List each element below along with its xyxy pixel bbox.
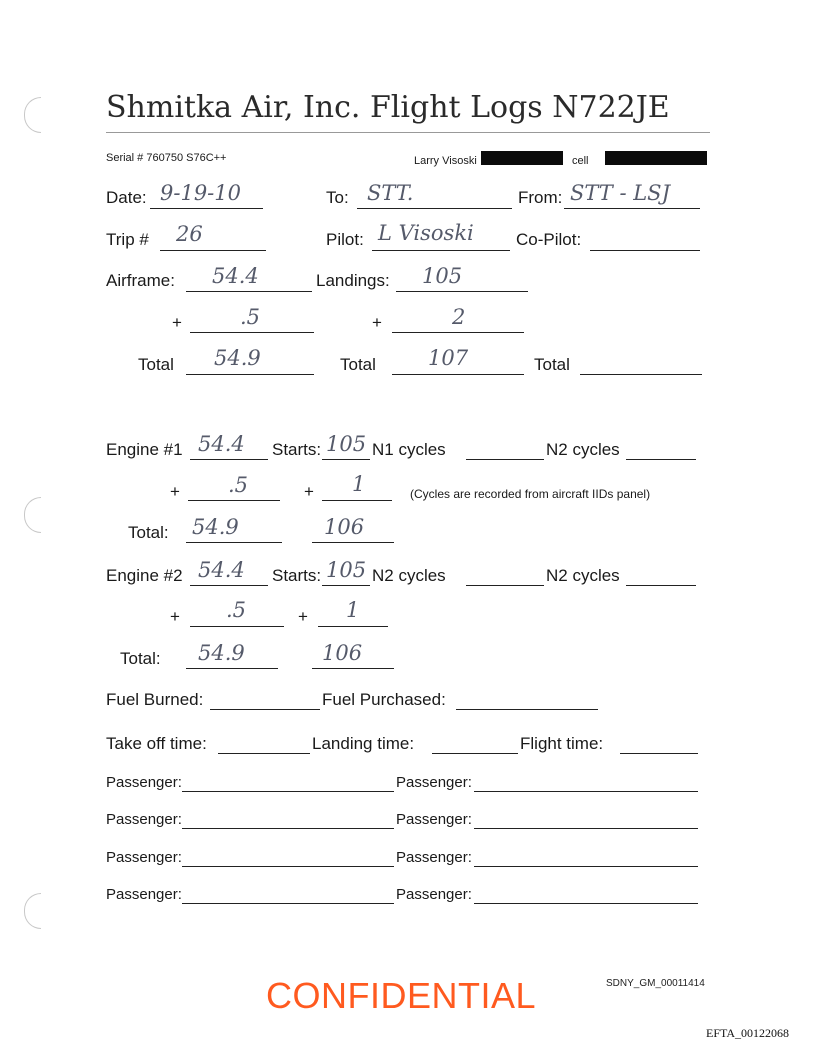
engine1-n2-line <box>626 459 696 460</box>
passenger-line <box>474 903 698 904</box>
landings-line <box>396 291 528 292</box>
serial-number: Serial # 760750 S76C++ <box>106 152 227 164</box>
engine2-line <box>190 585 268 586</box>
form-title: Shmitka Air, Inc. Flight Logs N722JE <box>106 90 670 125</box>
engine2-label: Engine #2 <box>106 566 183 585</box>
title-underline <box>106 132 710 133</box>
passenger-line <box>182 828 394 829</box>
engine1-add-line <box>188 500 280 501</box>
engine1-n1-line <box>466 459 544 460</box>
efta-number: EFTA_00122068 <box>706 1026 790 1040</box>
passenger-line <box>474 791 698 792</box>
plus-sign: + <box>298 607 308 626</box>
pilot-line <box>372 250 510 251</box>
plus-sign: + <box>172 313 182 332</box>
engine2-starts-add-line <box>318 626 388 627</box>
passenger-label: Passenger: <box>106 849 182 866</box>
passenger-line <box>474 828 698 829</box>
passenger-label: Passenger: <box>396 886 472 903</box>
engine1-starts-total-line <box>312 542 394 543</box>
from-label: From: <box>518 188 563 207</box>
from-line <box>564 208 700 209</box>
airframe-total-value: 54.9 <box>214 346 261 370</box>
engine1-value: 54.4 <box>198 432 245 456</box>
engine1-total-value: 54.9 <box>192 515 239 539</box>
landings-total-line <box>392 374 524 375</box>
airframe-label: Airframe: <box>106 271 175 290</box>
total-label: Total <box>534 355 570 374</box>
fuel-purchased-line <box>456 709 598 710</box>
from-value: STT - LSJ <box>570 181 670 205</box>
landings-value: 105 <box>422 264 463 288</box>
engine1-starts-add-line <box>322 500 392 501</box>
engine1-label: Engine #1 <box>106 440 183 459</box>
to-line <box>357 208 512 209</box>
engine1-line <box>190 459 268 460</box>
to-label: To: <box>326 188 349 207</box>
engine2-n2a-label: N2 cycles <box>372 566 446 585</box>
plus-sign: + <box>170 482 180 501</box>
engine2-starts-label: Starts: <box>272 566 322 585</box>
redaction-bar <box>481 151 563 165</box>
copilot-label: Co-Pilot: <box>516 230 582 249</box>
engine2-total-label: Total: <box>120 649 161 668</box>
engine2-starts-add-value: 1 <box>346 598 360 622</box>
plus-sign: + <box>372 313 382 332</box>
engine2-total-line <box>186 668 278 669</box>
flight-time-line <box>620 753 698 754</box>
engine2-value: 54.4 <box>198 558 245 582</box>
engine1-starts-line <box>322 459 370 460</box>
trip-label: Trip # <box>106 230 149 249</box>
total-label: Total <box>340 355 376 374</box>
landings-add-line <box>392 332 524 333</box>
passenger-label: Passenger: <box>106 886 182 903</box>
date-line <box>150 208 263 209</box>
engine1-starts-value: 105 <box>326 432 367 456</box>
engine2-n2a-line <box>466 585 544 586</box>
fuel-burned-label: Fuel Burned: <box>106 690 204 709</box>
engine1-add-value: .5 <box>228 473 249 497</box>
engine2-starts-total-value: 106 <box>322 641 363 665</box>
contact-cell-label: cell <box>572 155 589 167</box>
airframe-add-value: .5 <box>240 305 261 329</box>
punch-hole-bottom <box>24 893 41 929</box>
engine2-total-value: 54.9 <box>198 641 245 665</box>
punch-hole-middle <box>24 497 41 533</box>
engine2-n2b-label: N2 cycles <box>546 566 620 585</box>
passenger-line <box>182 903 394 904</box>
engine2-add-line <box>190 626 284 627</box>
plus-sign: + <box>170 607 180 626</box>
confidential-stamp: CONFIDENTIAL <box>266 975 537 1016</box>
engine1-total-label: Total: <box>128 523 169 542</box>
pilot-value: L Visoski <box>378 221 474 245</box>
engine1-total-line <box>186 542 282 543</box>
passenger-line <box>182 791 394 792</box>
landing-time-label: Landing time: <box>312 734 415 753</box>
airframe-value: 54.4 <box>212 264 259 288</box>
engine2-n2b-line <box>626 585 696 586</box>
engine1-starts-add-value: 1 <box>352 472 366 496</box>
total-label: Total <box>138 355 174 374</box>
passenger-line <box>474 866 698 867</box>
airframe-add-line <box>190 332 314 333</box>
trip-value: 26 <box>176 222 203 246</box>
copilot-line <box>590 250 700 251</box>
flight-time-label: Flight time: <box>520 734 604 753</box>
fuel-purchased-label: Fuel Purchased: <box>322 690 446 709</box>
engine1-n1-label: N1 cycles <box>372 440 446 459</box>
plus-sign: + <box>304 482 314 501</box>
landings-total-value: 107 <box>428 346 469 370</box>
fuel-burned-line <box>210 709 320 710</box>
punch-hole-top <box>24 97 41 133</box>
redaction-bar <box>605 151 707 165</box>
passenger-label: Passenger: <box>106 811 182 828</box>
trip-line <box>160 250 266 251</box>
engine2-starts-value: 105 <box>326 558 367 582</box>
takeoff-time-label: Take off time: <box>106 734 207 753</box>
date-label: Date: <box>106 188 147 207</box>
engine1-starts-total-value: 106 <box>324 515 365 539</box>
third-total-line <box>580 374 702 375</box>
passenger-label: Passenger: <box>396 811 472 828</box>
takeoff-time-line <box>218 753 310 754</box>
bates-number: SDNY_GM_00011414 <box>606 978 705 989</box>
date-value: 9-19-10 <box>160 181 241 205</box>
passenger-label: Passenger: <box>396 774 472 791</box>
passenger-line <box>182 866 394 867</box>
to-value: STT. <box>367 181 414 205</box>
engine2-starts-total-line <box>312 668 394 669</box>
engine1-n2-label: N2 cycles <box>546 440 620 459</box>
landings-add-value: 2 <box>452 305 466 329</box>
airframe-total-line <box>186 374 314 375</box>
landings-label: Landings: <box>316 271 390 290</box>
engine1-starts-label: Starts: <box>272 440 322 459</box>
passenger-label: Passenger: <box>396 849 472 866</box>
passenger-label: Passenger: <box>106 774 182 791</box>
engine2-starts-line <box>322 585 370 586</box>
contact-name: Larry Visoski <box>414 155 477 167</box>
engine2-add-value: .5 <box>226 598 247 622</box>
cycles-note: (Cycles are recorded from aircraft IIDs panel) <box>410 487 651 501</box>
landing-time-line <box>432 753 518 754</box>
airframe-line <box>186 291 312 292</box>
pilot-label: Pilot: <box>326 230 364 249</box>
